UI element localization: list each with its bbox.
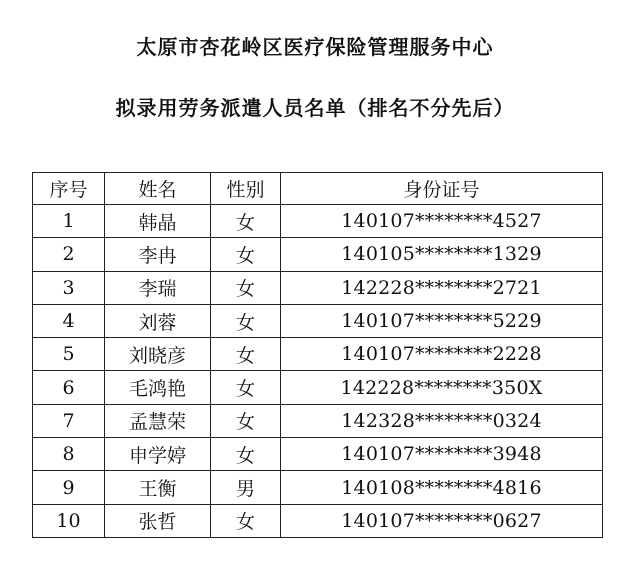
table-row bbox=[33, 504, 603, 537]
table-row bbox=[33, 438, 603, 471]
header-name: 姓名 bbox=[105, 173, 211, 205]
table-row bbox=[33, 205, 603, 238]
cell-name: 刘晓彦 bbox=[105, 338, 211, 371]
cell-name: 王衡 bbox=[105, 471, 211, 504]
header-gender: 性别 bbox=[211, 173, 281, 205]
cell-id-number: 142228********2721 bbox=[281, 271, 603, 304]
table-row bbox=[33, 338, 603, 371]
cell-gender: 女 bbox=[211, 438, 281, 471]
header-id-number: 身份证号 bbox=[281, 173, 603, 205]
table-row bbox=[33, 404, 603, 437]
cell-serial-number: 7 bbox=[33, 404, 105, 437]
cell-serial-number: 8 bbox=[33, 438, 105, 471]
cell-serial-number: 9 bbox=[33, 471, 105, 504]
cell-gender: 女 bbox=[211, 238, 281, 271]
cell-name: 李冉 bbox=[105, 238, 211, 271]
header-serial-number: 序号 bbox=[33, 173, 105, 205]
cell-gender: 女 bbox=[211, 371, 281, 404]
cell-serial-number: 6 bbox=[33, 371, 105, 404]
cell-name: 刘蓉 bbox=[105, 304, 211, 337]
cell-gender: 女 bbox=[211, 271, 281, 304]
cell-name: 张哲 bbox=[105, 504, 211, 537]
cell-name: 毛鸿艳 bbox=[105, 371, 211, 404]
cell-id-number: 140108********4816 bbox=[281, 471, 603, 504]
cell-gender: 男 bbox=[211, 471, 281, 504]
cell-id-number: 140107********5229 bbox=[281, 304, 603, 337]
table-row bbox=[33, 371, 603, 404]
cell-gender: 女 bbox=[211, 205, 281, 238]
cell-id-number: 140107********2228 bbox=[281, 338, 603, 371]
table-row bbox=[33, 271, 603, 304]
cell-serial-number: 10 bbox=[33, 504, 105, 537]
cell-serial-number: 1 bbox=[33, 205, 105, 238]
table-row bbox=[33, 471, 603, 504]
cell-gender: 女 bbox=[211, 504, 281, 537]
cell-id-number: 140107********0627 bbox=[281, 504, 603, 537]
organization-title: 太原市杏花岭区医疗保险管理服务中心 bbox=[136, 35, 494, 59]
table-row bbox=[33, 238, 603, 271]
cell-id-number: 142228********350X bbox=[281, 371, 603, 404]
cell-name: 申学婷 bbox=[105, 438, 211, 471]
cell-id-number: 140107********3948 bbox=[281, 438, 603, 471]
cell-gender: 女 bbox=[211, 338, 281, 371]
cell-serial-number: 5 bbox=[33, 338, 105, 371]
cell-name: 韩晶 bbox=[105, 205, 211, 238]
cell-id-number: 140105********1329 bbox=[281, 238, 603, 271]
personnel-table bbox=[32, 172, 603, 538]
cell-gender: 女 bbox=[211, 404, 281, 437]
list-title: 拟录用劳务派遣人员名单（排名不分先后） bbox=[115, 96, 515, 120]
cell-serial-number: 2 bbox=[33, 238, 105, 271]
cell-name: 李瑞 bbox=[105, 271, 211, 304]
cell-id-number: 142328********0324 bbox=[281, 404, 603, 437]
cell-serial-number: 3 bbox=[33, 271, 105, 304]
cell-id-number: 140107********4527 bbox=[281, 205, 603, 238]
cell-name: 孟慧荣 bbox=[105, 404, 211, 437]
cell-gender: 女 bbox=[211, 304, 281, 337]
cell-serial-number: 4 bbox=[33, 304, 105, 337]
table-header-row bbox=[33, 173, 603, 205]
table-row bbox=[33, 304, 603, 337]
